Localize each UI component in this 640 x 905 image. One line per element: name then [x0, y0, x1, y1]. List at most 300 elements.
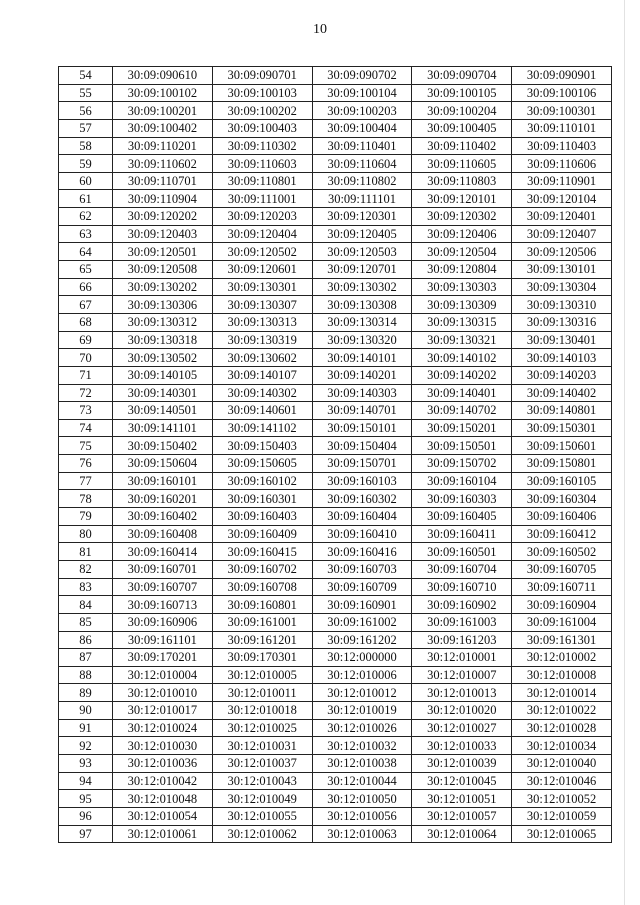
cadastral-code-cell: 30:09:111101: [312, 190, 412, 208]
cadastral-code-cell: 30:12:010040: [512, 754, 612, 772]
cadastral-code-cell: 30:09:140107: [212, 366, 312, 384]
cadastral-code-cell: 30:12:010014: [512, 684, 612, 702]
cadastral-code-cell: 30:09:160406: [512, 508, 612, 526]
cadastral-code-cell: 30:09:150801: [512, 455, 612, 473]
cadastral-code-cell: 30:09:130314: [312, 313, 412, 331]
table-row: [59, 384, 612, 402]
cadastral-code-cell: 30:09:150701: [312, 455, 412, 473]
cadastral-code-cell: 30:09:130318: [113, 331, 213, 349]
table-row: [59, 543, 612, 561]
cadastral-code-cell: 30:09:140501: [113, 402, 213, 420]
cadastral-code-cell: 30:09:130309: [412, 296, 512, 314]
cadastral-code-cell: 30:12:010007: [412, 666, 512, 684]
cadastral-code-cell: 30:09:160411: [412, 525, 512, 543]
table-row: [59, 119, 612, 137]
table-row: [59, 243, 612, 261]
cadastral-code-cell: 30:09:100102: [113, 84, 213, 102]
row-number-cell: 63: [59, 225, 113, 243]
cadastral-code-cell: 30:09:160701: [113, 560, 213, 578]
table-row: [59, 613, 612, 631]
cadastral-code-cell: 30:09:120401: [512, 208, 612, 226]
table-row: [59, 455, 612, 473]
row-number-cell: 84: [59, 596, 113, 614]
cadastral-code-cell: 30:12:010025: [212, 719, 312, 737]
cadastral-code-cell: 30:09:160902: [412, 596, 512, 614]
row-number-cell: 90: [59, 702, 113, 720]
cadastral-code-cell: 30:09:110101: [512, 119, 612, 137]
table-body: [59, 67, 612, 843]
cadastral-code-cell: 30:12:010017: [113, 702, 213, 720]
table-row: [59, 137, 612, 155]
table-row: [59, 84, 612, 102]
cadastral-code-cell: 30:09:120404: [212, 225, 312, 243]
table-row: [59, 807, 612, 825]
row-number-cell: 64: [59, 243, 113, 261]
cadastral-code-cell: 30:09:161203: [412, 631, 512, 649]
cadastral-code-cell: 30:09:161001: [212, 613, 312, 631]
cadastral-code-cell: 30:09:161201: [212, 631, 312, 649]
cadastral-code-cell: 30:09:150601: [512, 437, 612, 455]
cadastral-code-cell: 30:09:160501: [412, 543, 512, 561]
row-number-cell: 66: [59, 278, 113, 296]
row-number-cell: 65: [59, 261, 113, 279]
cadastral-code-cell: 30:09:150403: [212, 437, 312, 455]
cadastral-code-cell: 30:12:010011: [212, 684, 312, 702]
cadastral-code-cell: 30:09:120406: [412, 225, 512, 243]
cadastral-code-cell: 30:12:010038: [312, 754, 412, 772]
cadastral-code-cell: 30:09:130401: [512, 331, 612, 349]
table-row: [59, 102, 612, 120]
page-edge-line: [624, 0, 625, 905]
table-row: [59, 649, 612, 667]
cadastral-code-cell: 30:09:100202: [212, 102, 312, 120]
cadastral-code-cell: 30:09:141102: [212, 419, 312, 437]
cadastral-code-cell: 30:09:120503: [312, 243, 412, 261]
table-row: [59, 790, 612, 808]
cadastral-code-cell: 30:09:120502: [212, 243, 312, 261]
cadastral-code-cell: 30:09:120701: [312, 261, 412, 279]
cadastral-code-cell: 30:12:010010: [113, 684, 213, 702]
cadastral-code-cell: 30:09:130303: [412, 278, 512, 296]
cadastral-code-cell: 30:12:010002: [512, 649, 612, 667]
table-row: [59, 631, 612, 649]
cadastral-code-cell: 30:09:161004: [512, 613, 612, 631]
cadastral-code-cell: 30:09:160906: [113, 613, 213, 631]
row-number-cell: 89: [59, 684, 113, 702]
table-row: [59, 208, 612, 226]
row-number-cell: 57: [59, 119, 113, 137]
table-row: [59, 349, 612, 367]
table-row: [59, 772, 612, 790]
row-number-cell: 97: [59, 825, 113, 843]
cadastral-code-cell: 30:09:130310: [512, 296, 612, 314]
cadastral-code-cell: 30:09:150402: [113, 437, 213, 455]
row-number-cell: 78: [59, 490, 113, 508]
row-number-cell: 75: [59, 437, 113, 455]
cadastral-code-cell: 30:09:120101: [412, 190, 512, 208]
cadastral-code-cell: 30:09:140302: [212, 384, 312, 402]
row-number-cell: 54: [59, 67, 113, 85]
table-row: [59, 754, 612, 772]
cadastral-code-cell: 30:12:010055: [212, 807, 312, 825]
row-number-cell: 58: [59, 137, 113, 155]
cadastral-code-cell: 30:12:010033: [412, 737, 512, 755]
cadastral-code-cell: 30:12:010062: [212, 825, 312, 843]
cadastral-code-cell: 30:09:140701: [312, 402, 412, 420]
cadastral-code-cell: 30:09:160710: [412, 578, 512, 596]
row-number-cell: 87: [59, 649, 113, 667]
cadastral-code-cell: 30:09:160102: [212, 472, 312, 490]
cadastral-code-cell: 30:09:160713: [113, 596, 213, 614]
cadastral-code-cell: 30:09:160414: [113, 543, 213, 561]
cadastral-code-cell: 30:09:130308: [312, 296, 412, 314]
cadastral-code-cell: 30:09:120504: [412, 243, 512, 261]
table-row: [59, 261, 612, 279]
cadastral-code-cell: 30:09:160708: [212, 578, 312, 596]
cadastral-code-cell: 30:12:010057: [412, 807, 512, 825]
cadastral-code-cell: 30:09:160801: [212, 596, 312, 614]
cadastral-code-cell: 30:12:010026: [312, 719, 412, 737]
table-row: [59, 402, 612, 420]
cadastral-code-cell: 30:09:160702: [212, 560, 312, 578]
cadastral-code-cell: 30:12:010027: [412, 719, 512, 737]
cadastral-code-cell: 30:09:100106: [512, 84, 612, 102]
cadastral-code-cell: 30:09:130302: [312, 278, 412, 296]
row-number-cell: 59: [59, 155, 113, 173]
row-number-cell: 60: [59, 172, 113, 190]
cadastral-code-cell: 30:09:150101: [312, 419, 412, 437]
row-number-cell: 91: [59, 719, 113, 737]
cadastral-code-cell: 30:09:161101: [113, 631, 213, 649]
cadastral-code-cell: 30:09:120407: [512, 225, 612, 243]
cadastral-code-cell: 30:09:140402: [512, 384, 612, 402]
cadastral-code-cell: 30:09:120202: [113, 208, 213, 226]
row-number-cell: 88: [59, 666, 113, 684]
cadastral-code-cell: 30:12:010020: [412, 702, 512, 720]
cadastral-code-cell: 30:09:160402: [113, 508, 213, 526]
cadastral-code-cell: 30:09:160410: [312, 525, 412, 543]
cadastral-code-cell: 30:12:010022: [512, 702, 612, 720]
row-number-cell: 83: [59, 578, 113, 596]
cadastral-code-cell: 30:09:160104: [412, 472, 512, 490]
cadastral-code-cell: 30:12:010048: [113, 790, 213, 808]
cadastral-code-cell: 30:09:160705: [512, 560, 612, 578]
cadastral-code-cell: 30:12:010059: [512, 807, 612, 825]
cadastral-code-cell: 30:09:140105: [113, 366, 213, 384]
cadastral-code-cell: 30:09:160201: [113, 490, 213, 508]
cadastral-code-cell: 30:09:160415: [212, 543, 312, 561]
cadastral-code-cell: 30:09:100403: [212, 119, 312, 137]
cadastral-code-cell: 30:09:160302: [312, 490, 412, 508]
row-number-cell: 68: [59, 313, 113, 331]
cadastral-code-cell: 30:09:110803: [412, 172, 512, 190]
cadastral-code-cell: 30:09:160904: [512, 596, 612, 614]
table-row: [59, 702, 612, 720]
cadastral-code-cell: 30:09:100104: [312, 84, 412, 102]
row-number-cell: 71: [59, 366, 113, 384]
table-row: [59, 684, 612, 702]
row-number-cell: 76: [59, 455, 113, 473]
cadastral-code-cell: 30:09:130313: [212, 313, 312, 331]
cadastral-code-cell: 30:09:160403: [212, 508, 312, 526]
cadastral-code-cell: 30:09:110302: [212, 137, 312, 155]
cadastral-code-cell: 30:12:010008: [512, 666, 612, 684]
cadastral-code-cell: 30:09:120302: [412, 208, 512, 226]
cadastral-code-cell: 30:09:160711: [512, 578, 612, 596]
cadastral-code-cell: 30:09:160303: [412, 490, 512, 508]
table-row: [59, 67, 612, 85]
cadastral-code-cell: 30:12:010031: [212, 737, 312, 755]
cadastral-code-cell: 30:09:110904: [113, 190, 213, 208]
cadastral-code-cell: 30:09:110603: [212, 155, 312, 173]
table-row: [59, 525, 612, 543]
cadastral-code-cell: 30:09:160103: [312, 472, 412, 490]
cadastral-code-cell: 30:12:010061: [113, 825, 213, 843]
cadastral-code-cell: 30:12:010036: [113, 754, 213, 772]
cadastral-code-cell: 30:09:090704: [412, 67, 512, 85]
cadastral-code-cell: 30:09:120403: [113, 225, 213, 243]
cadastral-code-cell: 30:09:160105: [512, 472, 612, 490]
table-row: [59, 472, 612, 490]
cadastral-code-cell: 30:09:110201: [113, 137, 213, 155]
cadastral-code-cell: 30:09:161003: [412, 613, 512, 631]
cadastral-code-cell: 30:09:130320: [312, 331, 412, 349]
cadastral-code-cell: 30:09:140201: [312, 366, 412, 384]
cadastral-codes-table: [58, 66, 612, 843]
cadastral-code-cell: 30:09:150702: [412, 455, 512, 473]
cadastral-code-cell: 30:09:160404: [312, 508, 412, 526]
cadastral-code-cell: 30:09:120501: [113, 243, 213, 261]
cadastral-code-cell: 30:12:010043: [212, 772, 312, 790]
row-number-cell: 82: [59, 560, 113, 578]
cadastral-code-cell: 30:09:120405: [312, 225, 412, 243]
cadastral-code-cell: 30:09:150404: [312, 437, 412, 455]
cadastral-code-cell: 30:09:130304: [512, 278, 612, 296]
row-number-cell: 61: [59, 190, 113, 208]
cadastral-code-cell: 30:12:010051: [412, 790, 512, 808]
table-row: [59, 331, 612, 349]
cadastral-code-cell: 30:12:010049: [212, 790, 312, 808]
cadastral-code-cell: 30:09:160301: [212, 490, 312, 508]
cadastral-code-cell: 30:09:140702: [412, 402, 512, 420]
cadastral-code-cell: 30:09:130602: [212, 349, 312, 367]
cadastral-code-cell: 30:09:160409: [212, 525, 312, 543]
cadastral-code-cell: 30:12:010044: [312, 772, 412, 790]
row-number-cell: 56: [59, 102, 113, 120]
cadastral-code-cell: 30:09:120104: [512, 190, 612, 208]
cadastral-code-cell: 30:09:150301: [512, 419, 612, 437]
cadastral-code-cell: 30:09:120506: [512, 243, 612, 261]
cadastral-code-cell: 30:09:100201: [113, 102, 213, 120]
cadastral-code-cell: 30:12:010001: [412, 649, 512, 667]
cadastral-code-cell: 30:12:010034: [512, 737, 612, 755]
cadastral-code-cell: 30:09:140801: [512, 402, 612, 420]
cadastral-code-cell: 30:09:110606: [512, 155, 612, 173]
cadastral-code-cell: 30:09:160707: [113, 578, 213, 596]
cadastral-code-cell: 30:12:010052: [512, 790, 612, 808]
cadastral-code-cell: 30:09:140103: [512, 349, 612, 367]
row-number-cell: 67: [59, 296, 113, 314]
cadastral-code-cell: 30:12:010056: [312, 807, 412, 825]
cadastral-code-cell: 30:09:120804: [412, 261, 512, 279]
table-row: [59, 155, 612, 173]
cadastral-code-cell: 30:12:010024: [113, 719, 213, 737]
cadastral-code-cell: 30:09:110401: [312, 137, 412, 155]
cadastral-code-cell: 30:12:010032: [312, 737, 412, 755]
cadastral-code-cell: 30:12:010028: [512, 719, 612, 737]
cadastral-code-cell: 30:09:110403: [512, 137, 612, 155]
cadastral-code-cell: 30:09:150201: [412, 419, 512, 437]
cadastral-code-cell: 30:09:140601: [212, 402, 312, 420]
cadastral-code-cell: 30:09:130312: [113, 313, 213, 331]
row-number-cell: 62: [59, 208, 113, 226]
cadastral-code-cell: 30:09:100402: [113, 119, 213, 137]
cadastral-code-cell: 30:09:160101: [113, 472, 213, 490]
cadastral-code-cell: 30:09:110605: [412, 155, 512, 173]
table-row: [59, 490, 612, 508]
cadastral-code-cell: 30:09:110402: [412, 137, 512, 155]
cadastral-code-cell: 30:12:010065: [512, 825, 612, 843]
cadastral-code-cell: 30:12:010013: [412, 684, 512, 702]
cadastral-code-cell: 30:09:150604: [113, 455, 213, 473]
cadastral-code-cell: 30:12:010039: [412, 754, 512, 772]
cadastral-code-cell: 30:09:090701: [212, 67, 312, 85]
table-row: [59, 190, 612, 208]
cadastral-code-cell: 30:09:160412: [512, 525, 612, 543]
cadastral-code-cell: 30:09:130502: [113, 349, 213, 367]
cadastral-code-cell: 30:09:140401: [412, 384, 512, 402]
cadastral-code-cell: 30:09:160703: [312, 560, 412, 578]
cadastral-code-cell: 30:12:010012: [312, 684, 412, 702]
table-row: [59, 578, 612, 596]
table-row: [59, 719, 612, 737]
cadastral-code-cell: 30:09:161002: [312, 613, 412, 631]
cadastral-code-cell: 30:09:120203: [212, 208, 312, 226]
row-number-cell: 79: [59, 508, 113, 526]
table-row: [59, 825, 612, 843]
cadastral-code-cell: 30:09:140101: [312, 349, 412, 367]
row-number-cell: 70: [59, 349, 113, 367]
cadastral-code-cell: 30:09:100204: [412, 102, 512, 120]
cadastral-code-cell: 30:09:130306: [113, 296, 213, 314]
cadastral-code-cell: 30:09:100105: [412, 84, 512, 102]
cadastral-code-cell: 30:09:110801: [212, 172, 312, 190]
cadastral-code-cell: 30:12:010018: [212, 702, 312, 720]
cadastral-code-cell: 30:12:010004: [113, 666, 213, 684]
table-row: [59, 366, 612, 384]
table-row: [59, 737, 612, 755]
table-row: [59, 437, 612, 455]
row-number-cell: 95: [59, 790, 113, 808]
row-number-cell: 55: [59, 84, 113, 102]
cadastral-code-cell: 30:09:170201: [113, 649, 213, 667]
cadastral-code-cell: 30:09:100103: [212, 84, 312, 102]
cadastral-code-cell: 30:12:010054: [113, 807, 213, 825]
table-row: [59, 225, 612, 243]
cadastral-code-cell: 30:09:140202: [412, 366, 512, 384]
cadastral-code-cell: 30:09:100301: [512, 102, 612, 120]
cadastral-code-cell: 30:12:010045: [412, 772, 512, 790]
table-row: [59, 596, 612, 614]
cadastral-code-cell: 30:09:120508: [113, 261, 213, 279]
cadastral-code-cell: 30:09:150605: [212, 455, 312, 473]
cadastral-code-cell: 30:09:090901: [512, 67, 612, 85]
cadastral-code-cell: 30:12:010063: [312, 825, 412, 843]
cadastral-code-cell: 30:12:000000: [312, 649, 412, 667]
table-row: [59, 560, 612, 578]
cadastral-code-cell: 30:12:010019: [312, 702, 412, 720]
cadastral-code-cell: 30:12:010030: [113, 737, 213, 755]
table-row: [59, 296, 612, 314]
cadastral-code-cell: 30:09:161301: [512, 631, 612, 649]
cadastral-code-cell: 30:09:130301: [212, 278, 312, 296]
cadastral-code-cell: 30:09:160901: [312, 596, 412, 614]
cadastral-code-cell: 30:09:100203: [312, 102, 412, 120]
cadastral-code-cell: 30:09:130101: [512, 261, 612, 279]
row-number-cell: 81: [59, 543, 113, 561]
row-number-cell: 74: [59, 419, 113, 437]
cadastral-code-cell: 30:12:010050: [312, 790, 412, 808]
cadastral-code-cell: 30:09:160304: [512, 490, 612, 508]
cadastral-code-cell: 30:09:161202: [312, 631, 412, 649]
cadastral-code-cell: 30:09:160502: [512, 543, 612, 561]
row-number-cell: 86: [59, 631, 113, 649]
cadastral-code-cell: 30:09:130321: [412, 331, 512, 349]
cadastral-code-cell: 30:09:110701: [113, 172, 213, 190]
cadastral-code-cell: 30:12:010042: [113, 772, 213, 790]
cadastral-code-cell: 30:09:090702: [312, 67, 412, 85]
table-row: [59, 419, 612, 437]
cadastral-code-cell: 30:09:141101: [113, 419, 213, 437]
table-row: [59, 313, 612, 331]
cadastral-code-cell: 30:09:090610: [113, 67, 213, 85]
cadastral-code-cell: 30:09:140301: [113, 384, 213, 402]
cadastral-code-cell: 30:09:150501: [412, 437, 512, 455]
cadastral-code-cell: 30:12:010046: [512, 772, 612, 790]
row-number-cell: 77: [59, 472, 113, 490]
cadastral-code-cell: 30:12:010037: [212, 754, 312, 772]
cadastral-code-cell: 30:09:130202: [113, 278, 213, 296]
table-row: [59, 508, 612, 526]
cadastral-code-cell: 30:09:100404: [312, 119, 412, 137]
cadastral-code-cell: 30:09:160416: [312, 543, 412, 561]
cadastral-code-cell: 30:12:010006: [312, 666, 412, 684]
row-number-cell: 72: [59, 384, 113, 402]
table-row: [59, 172, 612, 190]
table-row: [59, 278, 612, 296]
row-number-cell: 93: [59, 754, 113, 772]
cadastral-code-cell: 30:12:010005: [212, 666, 312, 684]
cadastral-code-cell: 30:09:170301: [212, 649, 312, 667]
cadastral-code-cell: 30:09:120301: [312, 208, 412, 226]
cadastral-code-cell: 30:09:111001: [212, 190, 312, 208]
row-number-cell: 69: [59, 331, 113, 349]
cadastral-code-cell: 30:09:160704: [412, 560, 512, 578]
cadastral-code-cell: 30:09:130316: [512, 313, 612, 331]
cadastral-code-cell: 30:09:140303: [312, 384, 412, 402]
cadastral-code-cell: 30:12:010064: [412, 825, 512, 843]
row-number-cell: 96: [59, 807, 113, 825]
row-number-cell: 94: [59, 772, 113, 790]
row-number-cell: 73: [59, 402, 113, 420]
row-number-cell: 80: [59, 525, 113, 543]
cadastral-code-cell: 30:09:100405: [412, 119, 512, 137]
cadastral-code-cell: 30:09:130307: [212, 296, 312, 314]
cadastral-code-cell: 30:09:110604: [312, 155, 412, 173]
cadastral-code-cell: 30:09:110802: [312, 172, 412, 190]
cadastral-code-cell: 30:09:140102: [412, 349, 512, 367]
cadastral-code-cell: 30:09:160405: [412, 508, 512, 526]
